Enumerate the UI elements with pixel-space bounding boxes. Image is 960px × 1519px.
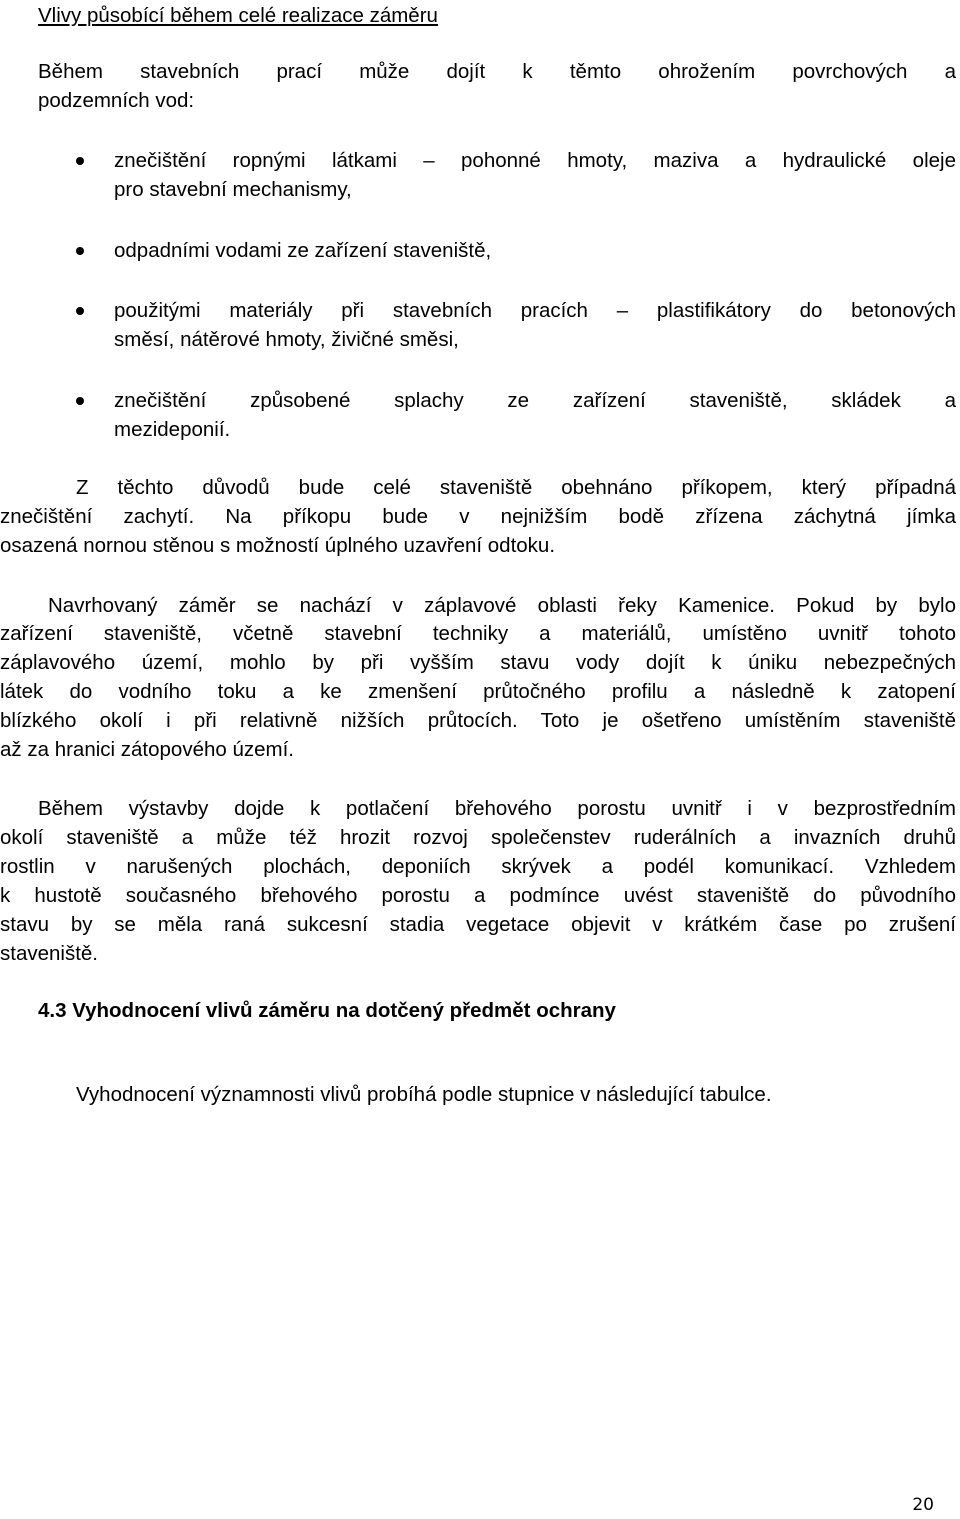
paragraph-2-line-2: znečištění zachytí. Na příkopu bude v nejnižším bodě zřízena záchytná jímka [0,505,956,528]
intro-line-1: Během stavebních prací může dojít k těmto ohrožením povrchových a [38,60,956,83]
paragraph-4-line-3: rostlin v narušených plochách, deponiích skrývek a podél komunikací. Vzhledem [0,855,956,878]
paragraph-3-line-2: zařízení staveniště, včetně stavební techniky a materiálů, umístěno uvnitř tohoto [0,622,956,645]
paragraph-4-line-1: Během výstavby dojde k potlačení břehového porostu uvnitř i v bezprostředním [38,797,956,820]
paragraph-2-line-1: Z těchto důvodů bude celé staveniště obehnáno příkopem, který případná [76,476,956,499]
bullet-icon [76,157,84,165]
paragraph-3-line-3: záplavového území, mohlo by při vyšším stavu vody dojít k úniku nebezpečných [0,651,956,674]
paragraph-3-line-1: Navrhovaný záměr se nachází v záplavové oblasti řeky Kamenice. Pokud by bylo [48,594,956,617]
paragraph-3-line-6: až za hranici zátopového území. [0,738,294,761]
list-item-line-1: odpadními vodami ze zařízení staveniště, [114,239,492,262]
bullet-icon [76,397,84,405]
paragraph-3-line-5: blízkého okolí i při relativně nižších průtocích. Toto je ošetřeno umístěním staveniště [0,709,956,732]
paragraph-2-line-3: osazená nornou stěnou s možností úplného uzavření odtoku. [0,534,556,557]
paragraph-3-line-4: látek do vodního toku a ke zmenšení průtočného profilu a následně k zatopení [0,680,956,703]
paragraph-4-line-4: k hustotě současného břehového porostu a podmínce uvést staveniště do původního [0,884,956,907]
paragraph-4-line-2: okolí staveniště a může též hrozit rozvoj společenstev ruderálních a invazních druhů [0,826,956,849]
list-item-line-2: mezideponií. [114,418,231,441]
closing-sentence: Vyhodnocení významnosti vlivů probíhá podle stupnice v následující tabulce. [76,1083,772,1106]
page-number: 20 [912,1495,934,1515]
section-heading: 4.3 Vyhodnocení vlivů záměru na dotčený předmět ochrany [38,999,616,1022]
paragraph-4-line-5: stavu by se měla raná sukcesní stadia vegetace objevit v krátkém čase po zrušení [0,913,956,936]
list-item-line-2: směsí, nátěrové hmoty, živičné směsi, [114,328,459,351]
list-item-line-1: znečištění ropnými látkami – pohonné hmoty, maziva a hydraulické oleje [114,149,956,172]
list-item-line-2: pro stavební mechanismy, [114,178,352,201]
paragraph-4-line-6: staveniště. [0,942,98,965]
bullet-icon [76,247,84,255]
list-item-line-1: znečištění způsobené splachy ze zařízení staveniště, skládek a [114,389,956,412]
list-item-line-1: použitými materiály při stavebních pracích – plastifikátory do betonových [114,299,956,322]
intro-line-2: podzemních vod: [38,89,195,112]
bullet-icon [76,307,84,315]
section-title: Vlivy působící během celé realizace záměru [38,4,438,27]
